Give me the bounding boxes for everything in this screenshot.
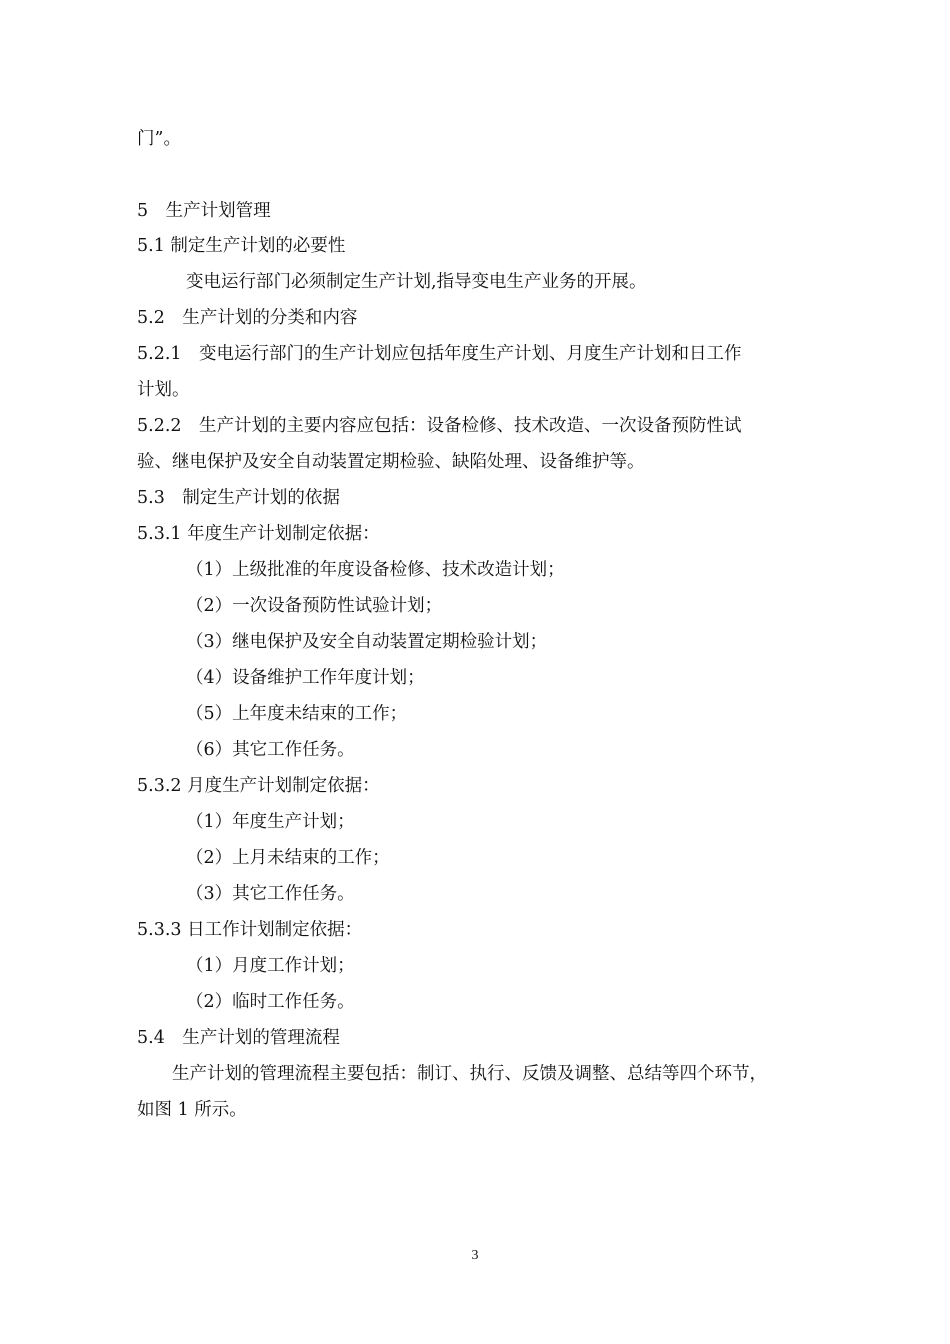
text-line: 门”。 bbox=[137, 129, 181, 149]
list-item: （2）一次设备预防性试验计划； bbox=[186, 596, 443, 616]
clause-heading: 5.3.3 日工作计划制定依据： bbox=[137, 920, 363, 940]
list-item: （2）临时工作任务。 bbox=[186, 992, 355, 1012]
paragraph-line: 5.2.1 变电运行部门的生产计划应包括年度生产计划、月度生产计划和日工作 bbox=[137, 344, 742, 364]
paragraph-line: 5.2.2 生产计划的主要内容应包括：设备检修、技术改造、一次设备预防性试 bbox=[137, 416, 742, 436]
list-item: （3）继电保护及安全自动装置定期检验计划； bbox=[186, 632, 548, 652]
paragraph-line: 验、继电保护及安全自动装置定期检验、缺陷处理、设备维护等。 bbox=[137, 452, 645, 472]
clause-heading: 5.3.1 年度生产计划制定依据： bbox=[137, 524, 380, 544]
paragraph-line: 生产计划的管理流程主要包括：制订、执行、反馈及调整、总结等四个环节， bbox=[172, 1064, 767, 1084]
list-item: （1）上级批准的年度设备检修、技术改造计划； bbox=[186, 560, 565, 580]
list-item: （3）其它工作任务。 bbox=[186, 884, 355, 904]
subsection-heading: 5.3 制定生产计划的依据 bbox=[137, 488, 340, 508]
list-item: （2）上月未结束的工作； bbox=[186, 848, 390, 868]
list-item: （4）设备维护工作年度计划； bbox=[186, 668, 425, 688]
paragraph-line: 如图 1 所示。 bbox=[137, 1100, 247, 1120]
list-item: （1）年度生产计划； bbox=[186, 812, 355, 832]
paragraph-line: 计划。 bbox=[137, 380, 190, 400]
page-number: 3 bbox=[471, 1248, 479, 1263]
list-item: （6）其它工作任务。 bbox=[186, 740, 355, 760]
paragraph-line: 变电运行部门必须制定生产计划,指导变电生产业务的开展。 bbox=[186, 272, 647, 292]
subsection-heading: 5.1 制定生产计划的必要性 bbox=[137, 236, 346, 256]
list-item: （1）月度工作计划； bbox=[186, 956, 355, 976]
list-item: （5）上年度未结束的工作； bbox=[186, 704, 408, 724]
section-heading: 5 生产计划管理 bbox=[137, 201, 271, 221]
clause-heading: 5.3.2 月度生产计划制定依据： bbox=[137, 776, 380, 796]
subsection-heading: 5.4 生产计划的管理流程 bbox=[137, 1028, 340, 1048]
subsection-heading: 5.2 生产计划的分类和内容 bbox=[137, 308, 358, 328]
